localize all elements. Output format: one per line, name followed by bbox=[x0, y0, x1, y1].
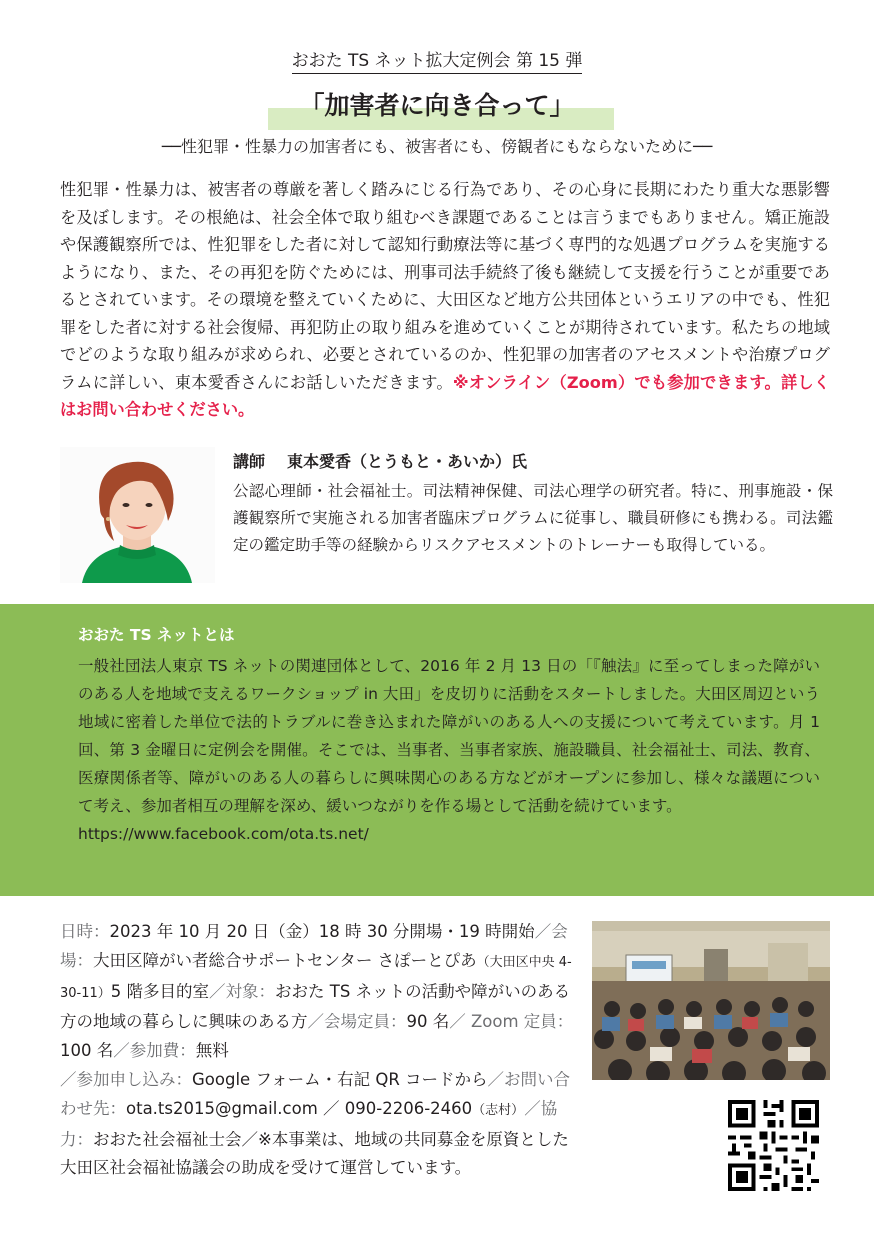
date-label: 日時： bbox=[60, 922, 110, 941]
about-text: 一般社団法人東京 TS ネットの関連団体として、2016 年 2 月 13 日の「『触法』に至ってしまった障がいのある人を地域で支えるワークショップ in 大田」を皮切りに活動をスタートしました。大田区周辺という地域に密着した単位で法的トラブルに巻き込まれた障がいのある人への支援について考えています。月 1 回、第 3 金曜日に定例会を開催。そこでは、当事者、当事者家族、施設職員、社会福祉士、司法、教育、医療関係者等、障がいのある人の暮らしに興味関心のある方などがオープンに参加し、様々な議題について考え、参加者相互の理解を深め、緩いつながりを作る場として活動を続けています。 bbox=[78, 657, 820, 815]
fee-label: ／参加費： bbox=[113, 1041, 196, 1061]
lecturer-role: 講師 bbox=[233, 452, 266, 471]
contact-phone: ／ 090-2206-2460 bbox=[317, 1098, 473, 1118]
apply-value: Google フォーム・右記 QR コードから bbox=[192, 1069, 488, 1089]
venue-label: ／会場： bbox=[60, 922, 568, 970]
contact-label: ／お問い合わせ先： bbox=[60, 1069, 571, 1118]
about-body bbox=[78, 652, 820, 848]
event-info bbox=[60, 918, 580, 1183]
venue-value: 大田区障がい者総合サポートセンター さぽーとぴあ bbox=[93, 950, 477, 970]
contact-email[interactable]: ota.ts2015@gmail.com bbox=[126, 1098, 318, 1118]
apply-label: ／参加申し込み： bbox=[60, 1069, 192, 1089]
venue-photo bbox=[592, 921, 830, 1080]
series-title-text: おおた TS ネット拡大定例会 第 15 弾 bbox=[292, 51, 583, 74]
zoom-value: 100 名 bbox=[60, 1041, 114, 1061]
main-title-wrap bbox=[0, 86, 874, 122]
date-value: 2023 年 10 月 20 日（金）18 時 30 分開場・19 時開始 bbox=[109, 922, 535, 941]
venue-address: （大田区中央 4-30-11） bbox=[60, 954, 572, 1001]
support-label: ／協力： bbox=[60, 1098, 558, 1149]
fee-value: 無料 bbox=[195, 1041, 229, 1061]
lecturer-section bbox=[233, 449, 833, 559]
contact-person: （志村） bbox=[472, 1102, 525, 1118]
capacity-value: 90 名 bbox=[406, 1012, 450, 1032]
venue-room: 5 階多目的室 bbox=[110, 981, 210, 1001]
funding-note: ／※本事業は、地域の共同募金を原資とした大田区社会福祉協議会の助成を受けて運営しています。 bbox=[60, 1129, 569, 1178]
zoom-label: ／ Zoom 定員： bbox=[449, 1012, 574, 1032]
target-label: ／対象： bbox=[209, 981, 276, 1001]
main-title: 「加害者に向き合って」 bbox=[299, 91, 575, 120]
lecturer-heading bbox=[233, 449, 833, 472]
about-title: おおた TS ネットとは bbox=[78, 626, 235, 644]
lecturer-name: 東本愛香（とうもと・あいか）氏 bbox=[287, 452, 528, 471]
intro-paragraph bbox=[60, 176, 830, 424]
target-value: おおた TS ネットの活動や障がいのある方の地域の暮らしに興味のある方 bbox=[60, 981, 571, 1032]
lecturer-bio: 公認心理師・社会福祉士。司法精神保健、司法心理学の研究者。特に、刑事施設・保護観察所で実施される加害者臨床プログラムに従事し、職員研修にも携わる。司法鑑定の鑑定助手等の経験からリスクアセスメントのトレーナーも取得している。 bbox=[233, 482, 833, 554]
support-value: おおた社会福祉士会 bbox=[93, 1129, 242, 1149]
facebook-link[interactable]: https://www.facebook.com/ota.ts.net/ bbox=[78, 825, 369, 843]
lecturer-photo bbox=[60, 447, 215, 583]
subtitle: ──性犯罪・性暴力の加害者にも、被害者にも、傍観者にもならないために── bbox=[161, 137, 713, 156]
capacity-label: ／会場定員： bbox=[307, 1012, 407, 1032]
registration-qr-code[interactable] bbox=[724, 1096, 823, 1195]
intro-body: 性犯罪・性暴力は、被害者の尊厳を著しく踏みにじる行為であり、その心身に長期にわたり重大な悪影響を及ぼします。その根絶は、社会全体で取り組むべき課題であることは言うまでもありません。矯正施設や保護観察所では、性犯罪をした者に対して認知行動療法等に基づく専門的な処遇プログラムを実施するようになり、また、その再犯を防ぐためには、刑事司法手続終了後も継続して支援を行うことが重要であるとされています。その環境を整えていくために、大田区など地方公共団体というエリアの中でも、性犯罪をした者に対する社会復帰、再犯防止の取り組みを進めていくことが期待されています。私たちの地域でどのような取り組みが求められ、必要とされているのか、性犯罪の加害者のアセスメントや治療プログラムに詳しい、東本愛香さんにお話しいただきます。 bbox=[60, 180, 830, 392]
series-title bbox=[0, 46, 874, 71]
online-notice: ※オンライン（Zoom）でも参加できます。詳しくはお問い合わせください。 bbox=[60, 372, 830, 419]
